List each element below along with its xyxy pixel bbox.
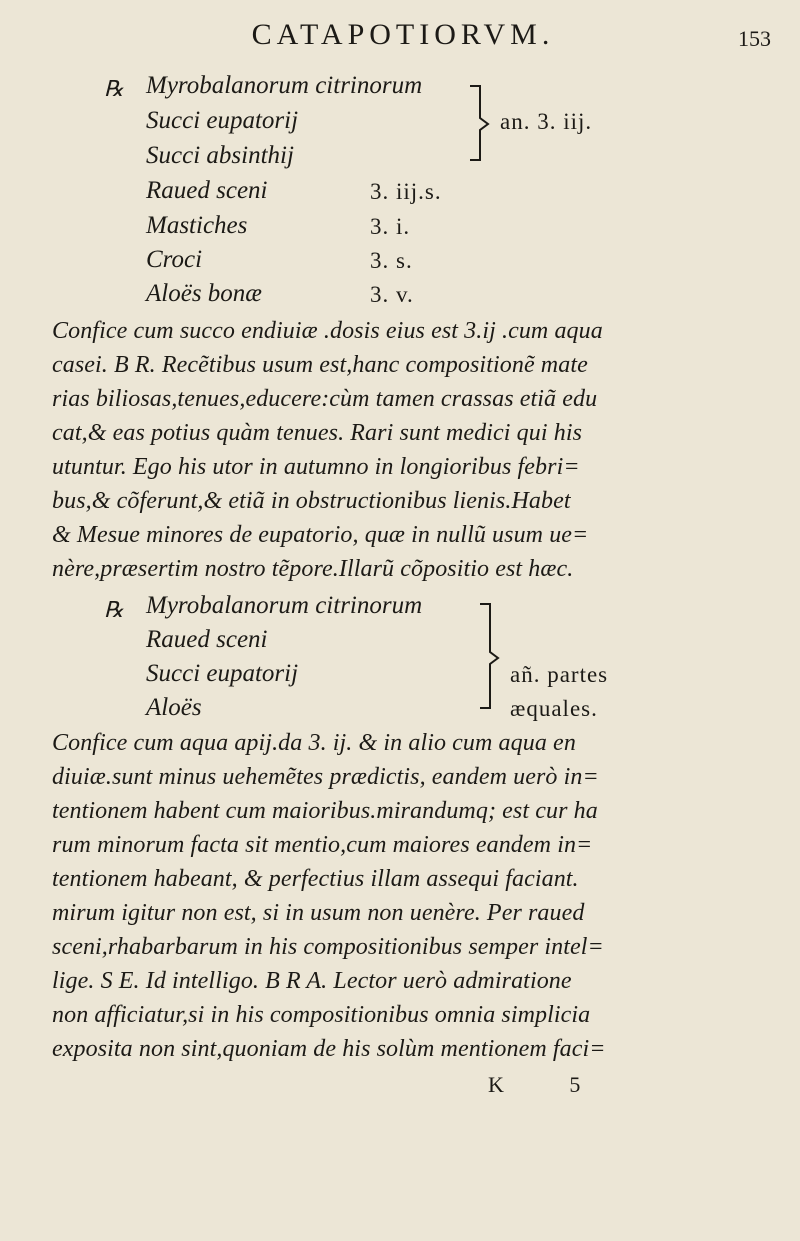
text-line: tentionem habeant, & perfectius illam assequi faciant. — [52, 866, 579, 892]
recipe1-brace — [466, 82, 496, 164]
recipe1-ingredient: Croci — [146, 246, 203, 273]
text-line: sceni,rhabarbarum in his compositionibus semper intel= — [52, 934, 604, 960]
text-line: Confice cum succo endiuiæ .dosis eius est 3.ij .cum aqua — [52, 318, 603, 344]
recipe1-ingredient: Succi eupatorij — [146, 107, 299, 134]
text-line: casei. B R. Recẽtibus usum est,hanc compositionẽ mate — [52, 352, 588, 378]
page-number: 153 — [738, 26, 771, 51]
text-line: nère,præsertim nostro tẽpore.Illarũ cõpositio est hæc. — [52, 556, 574, 582]
recipe1-quantity: 3. s. — [370, 248, 413, 273]
recipe1-quantity: 3. iij.s. — [370, 179, 442, 204]
recipe-symbol: ℞ — [104, 597, 124, 622]
text-line: lige. S E. Id intelligo. B R A. Lector uerò admiratione — [52, 968, 572, 994]
recipe2-ingredient: Succi eupatorij — [146, 660, 299, 687]
text-line: exposita non sint,quoniam de his solùm mentionem faci= — [52, 1036, 606, 1062]
recipe1-ingredient: Aloës bonæ — [146, 280, 262, 307]
recipe1-ingredient: Succi absinthij — [146, 142, 294, 169]
recipe2-group-quantity: æquales. — [510, 696, 598, 721]
recipe1-group-quantity: an. 3. iij. — [500, 109, 593, 134]
recipe2-ingredient: Raued sceni — [146, 626, 268, 653]
recipe1-quantity: 3. v. — [370, 282, 414, 307]
text-line: bus,& cõferunt,& etiã in obstructionibus lienis.Habet — [52, 488, 571, 514]
text-line: & Mesue minores de eupatorio, quæ in nullũ usum ue= — [52, 522, 589, 548]
recipe1-ingredient: Mastiches — [146, 212, 248, 239]
recipe2-group-quantity: añ. partes — [510, 662, 609, 687]
recipe-symbol: ℞ — [104, 76, 124, 101]
running-header: CATAPOTIORVM. — [251, 18, 555, 51]
text-line: non afficiatur,si in his compositionibus omnia simplicia — [52, 1002, 591, 1028]
recipe1-ingredient: Myrobalanorum citrinorum — [146, 72, 423, 99]
text-line: tentionem habent cum maioribus.mirandumq; est cur ha — [52, 798, 598, 824]
text-line: utuntur. Ego his utor in autumno in longioribus febri= — [52, 454, 580, 480]
recipe2-ingredient: Myrobalanorum citrinorum — [146, 592, 423, 619]
text-line: Confice cum aqua apij.da 3. ij. & in alio cum aqua en — [52, 730, 576, 756]
text-line: rias biliosas,tenues,educere:cùm tamen crassas etiã edu — [52, 386, 598, 412]
signature-mark: K 5 — [488, 1072, 611, 1097]
text-line: cat,& eas potius quàm tenues. Rari sunt medici qui his — [52, 420, 583, 446]
text-line: rum minorum facta sit mentio,cum maiores eandem in= — [52, 832, 593, 858]
recipe1-quantity: 3. i. — [370, 214, 411, 239]
recipe1-ingredient: Raued sceni — [146, 177, 268, 204]
recipe2-brace — [476, 600, 506, 712]
text-line: mirum igitur non est, si in usum non uenère. Per raued — [52, 900, 585, 926]
recipe2-ingredient: Aloës — [146, 694, 202, 721]
text-line: diuiæ.sunt minus uehemẽtes prædictis, eandem uerò in= — [52, 764, 599, 790]
